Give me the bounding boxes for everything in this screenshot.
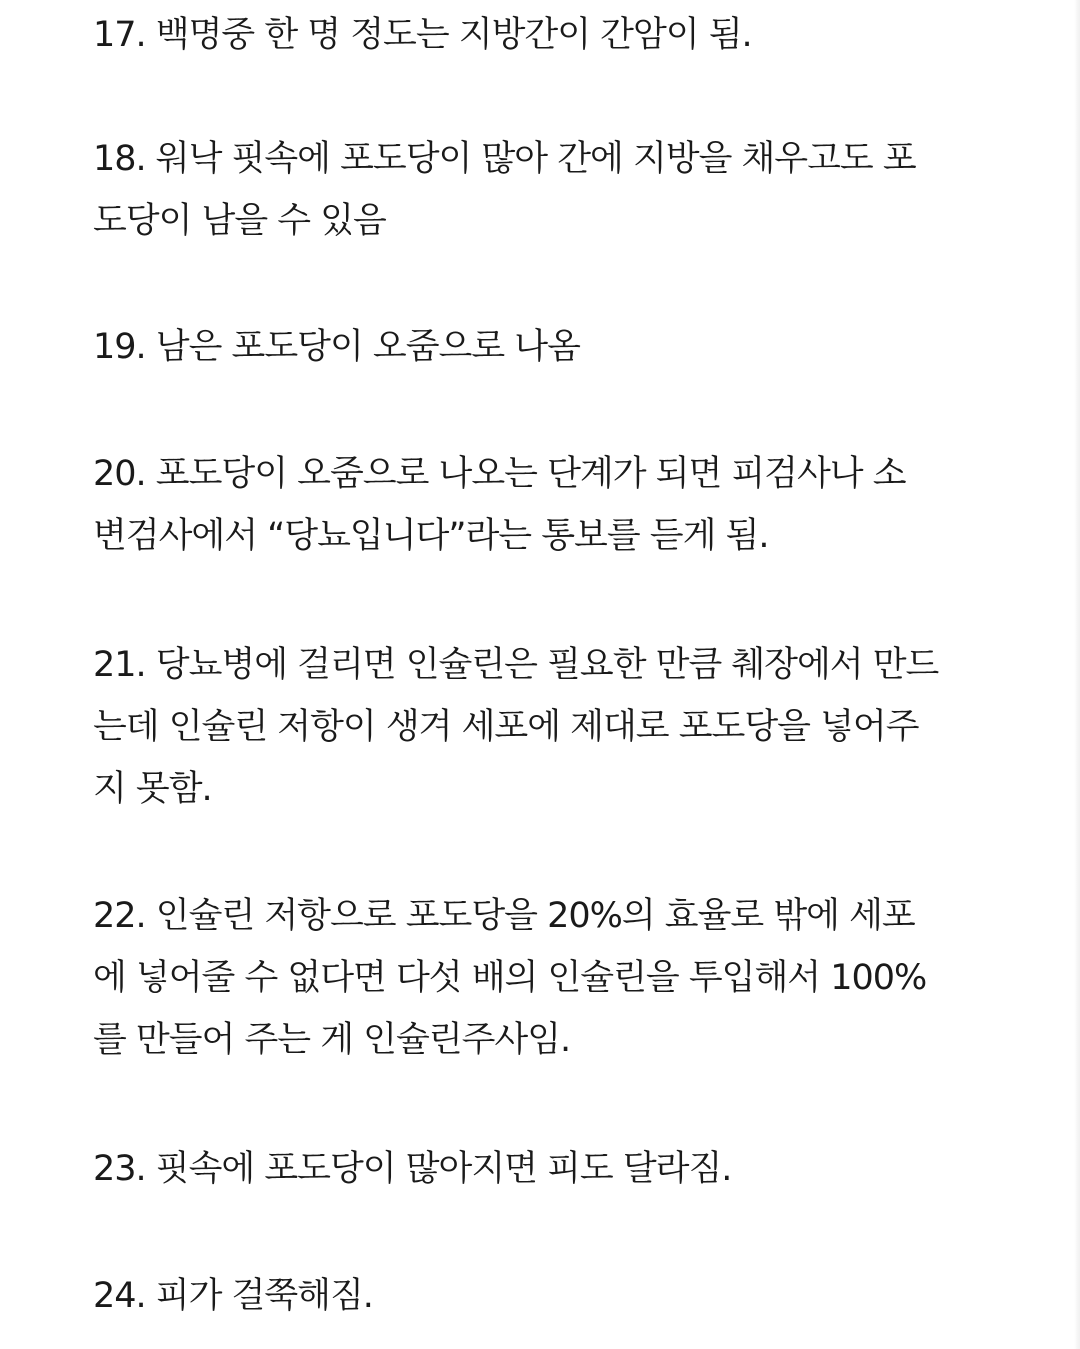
list-item-20 [93,443,993,567]
text-line: 21. 당뇨병에 걸리면 인슐린은 필요한 만큼 췌장에서 만드 [93,645,939,685]
list-item-17 [93,4,993,66]
text-line: 17. 백명중 한 명 정도는 지방간이 간암이 됨. [93,15,752,55]
text-line: 23. 핏속에 포도당이 많아지면 피도 달라짐. [93,1149,732,1189]
text-line: 를 만들어 주는 게 인슐린주사임. [93,1020,571,1060]
text-line: 20. 포도당이 오줌으로 나오는 단계가 되면 피검사나 소 [93,454,906,494]
list-item-19 [93,316,993,378]
text-line: 에 넣어줄 수 없다면 다섯 배의 인슐린을 투입해서 100% [93,958,927,998]
text-line: 22. 인슐린 저항으로 포도당을 20%의 효율로 밖에 세포 [93,896,915,936]
page-edge-shadow [1074,0,1080,1349]
list-item-18 [93,128,993,252]
list-item-22 [93,885,993,1071]
text-line: 는데 인슐린 저항이 생겨 세포에 제대로 포도당을 넣어주 [93,707,919,747]
text-line: 18. 워낙 핏속에 포도당이 많아 간에 지방을 채우고도 포 [93,139,916,179]
list-item-23 [93,1138,993,1200]
text-line: 도당이 남을 수 있음 [93,201,386,241]
list-item-24 [93,1265,993,1327]
list-item-21 [93,634,993,820]
text-line: 지 못함. [93,769,212,809]
text-line: 24. 피가 걸쭉해짐. [93,1276,373,1316]
text-line: 변검사에서 “당뇨입니다”라는 통보를 듣게 됨. [93,516,769,556]
text-line: 19. 남은 포도당이 오줌으로 나옴 [93,327,580,367]
